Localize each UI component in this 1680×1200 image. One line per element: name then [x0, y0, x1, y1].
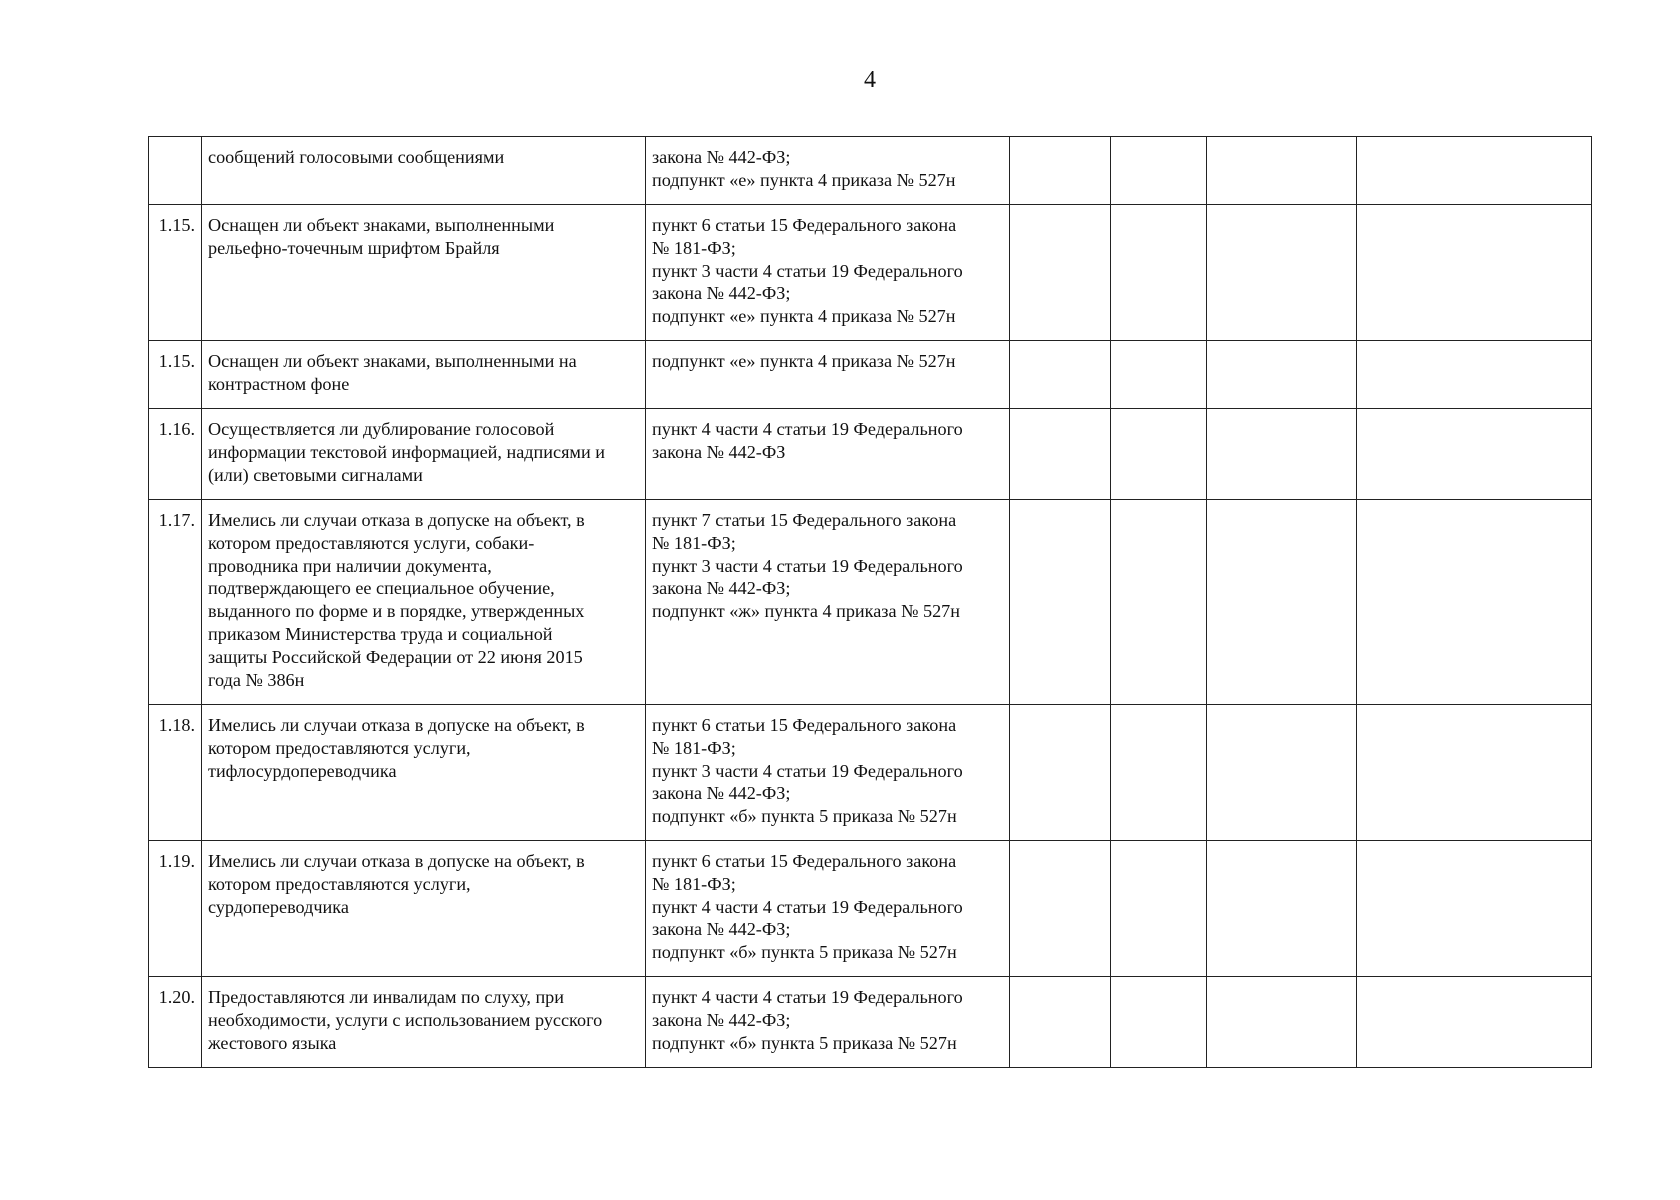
notes-cell — [1357, 137, 1592, 205]
legal-basis-line: закона № 442-ФЗ; — [652, 919, 791, 940]
not-applicable-cell — [1207, 977, 1357, 1068]
legal-basis-line: № 181-ФЗ; — [652, 873, 736, 894]
legal-basis-cell — [646, 205, 1010, 341]
legal-basis-cell — [646, 841, 1010, 977]
legal-basis-line: пункт 6 статьи 15 Федерального закона — [652, 715, 957, 735]
answer-no-cell — [1111, 977, 1207, 1068]
question-text-line: необходимости, услуги с использованием русского — [208, 1009, 603, 1030]
notes-cell — [1357, 977, 1592, 1068]
question-text-line: приказом Министерства труда и социальной — [208, 623, 553, 644]
question-text-line: Предоставляются ли инвалидам по слуху, при — [208, 987, 565, 1007]
legal-basis-line: пункт 6 статьи 15 Федерального закона — [652, 851, 957, 871]
legal-basis-cell — [646, 500, 1010, 705]
legal-basis-line: пункт 6 статьи 15 Федерального закона — [652, 215, 957, 235]
legal-basis-line: подпункт «б» пункта 5 приказа № 527н — [652, 806, 957, 827]
table-row — [149, 500, 1592, 705]
not-applicable-cell — [1207, 137, 1357, 205]
legal-basis-cell — [646, 137, 1010, 205]
question-text-line: Имелись ли случаи отказа в допуске на объект, в — [208, 715, 585, 735]
item-number: 1.20. — [149, 977, 202, 1068]
answer-yes-cell — [1010, 705, 1111, 841]
question-text-line: (или) световыми сигналами — [208, 464, 423, 485]
item-number: 1.19. — [149, 841, 202, 977]
legal-basis-line: подпункт «е» пункта 4 приказа № 527н — [652, 169, 956, 190]
answer-yes-cell — [1010, 500, 1111, 705]
question-text-line: выданного по форме и в порядке, утвержденных — [208, 601, 585, 622]
question-text-line: контрастном фоне — [208, 373, 350, 394]
legal-basis-line: закона № 442-ФЗ; — [652, 1009, 791, 1030]
question-cell — [202, 977, 646, 1068]
legal-basis-line: подпункт «е» пункта 4 приказа № 527н — [652, 351, 956, 371]
legal-basis-line: подпункт «ж» пункта 4 приказа № 527н — [652, 601, 961, 622]
legal-basis-line: пункт 3 части 4 статьи 19 Федерального — [652, 760, 963, 781]
table-row — [149, 137, 1592, 205]
notes-cell — [1357, 841, 1592, 977]
table-row — [149, 841, 1592, 977]
table-row — [149, 977, 1592, 1068]
question-text-line: Осуществляется ли дублирование голосовой — [208, 419, 555, 439]
legal-basis-line: пункт 4 части 4 статьи 19 Федерального — [652, 896, 963, 917]
table-body — [149, 137, 1592, 1068]
answer-no-cell — [1111, 500, 1207, 705]
answer-yes-cell — [1010, 841, 1111, 977]
not-applicable-cell — [1207, 500, 1357, 705]
question-text-line: года № 386н — [208, 669, 305, 690]
question-text-line: Имелись ли случаи отказа в допуске на объект, в — [208, 510, 585, 530]
question-text-line: сурдопереводчика — [208, 896, 349, 917]
item-number: 1.16. — [149, 409, 202, 500]
answer-yes-cell — [1010, 205, 1111, 341]
legal-basis-line: подпункт «б» пункта 5 приказа № 527н — [652, 942, 957, 963]
question-text-line: сообщений голосовыми сообщениями — [208, 147, 505, 167]
question-text-line: подтверждающего ее специальное обучение, — [208, 578, 555, 599]
legal-basis-line: закона № 442-ФЗ; — [652, 783, 791, 804]
item-number — [149, 137, 202, 205]
question-text-line: Имелись ли случаи отказа в допуске на объект, в — [208, 851, 585, 871]
question-text-line: тифлосурдопереводчика — [208, 760, 397, 781]
legal-basis-cell — [646, 409, 1010, 500]
legal-basis-line: закона № 442-ФЗ; — [652, 147, 791, 167]
question-cell — [202, 705, 646, 841]
item-number: 1.15. — [149, 205, 202, 341]
table-row — [149, 205, 1592, 341]
question-text-line: котором предоставляются услуги, — [208, 873, 471, 894]
legal-basis-line: подпункт «е» пункта 4 приказа № 527н — [652, 306, 956, 327]
question-text-line: проводника при наличии документа, — [208, 555, 492, 576]
question-cell — [202, 341, 646, 409]
question-text-line: информации текстовой информацией, надписями и — [208, 441, 605, 462]
table-row — [149, 409, 1592, 500]
question-cell — [202, 500, 646, 705]
question-text-line: Оснащен ли объект знаками, выполненными — [208, 215, 555, 235]
question-text-line: защиты Российской Федерации от 22 июня 2015 — [208, 646, 583, 667]
answer-no-cell — [1111, 705, 1207, 841]
answer-no-cell — [1111, 205, 1207, 341]
answer-yes-cell — [1010, 977, 1111, 1068]
answer-no-cell — [1111, 841, 1207, 977]
item-number: 1.18. — [149, 705, 202, 841]
legal-basis-line: пункт 7 статьи 15 Федерального закона — [652, 510, 957, 530]
legal-basis-line: закона № 442-ФЗ; — [652, 578, 791, 599]
legal-basis-cell — [646, 977, 1010, 1068]
legal-basis-line: пункт 3 части 4 статьи 19 Федерального — [652, 555, 963, 576]
question-text-line: жестового языка — [208, 1032, 337, 1053]
notes-cell — [1357, 500, 1592, 705]
item-number: 1.15. — [149, 341, 202, 409]
question-text-line: котором предоставляются услуги, — [208, 737, 471, 758]
notes-cell — [1357, 341, 1592, 409]
answer-yes-cell — [1010, 341, 1111, 409]
not-applicable-cell — [1207, 409, 1357, 500]
answer-no-cell — [1111, 409, 1207, 500]
not-applicable-cell — [1207, 341, 1357, 409]
not-applicable-cell — [1207, 841, 1357, 977]
legal-basis-line: подпункт «б» пункта 5 приказа № 527н — [652, 1032, 957, 1053]
legal-basis-line: пункт 3 части 4 статьи 19 Федерального — [652, 260, 963, 281]
question-text-line: Оснащен ли объект знаками, выполненными на — [208, 351, 577, 371]
answer-no-cell — [1111, 341, 1207, 409]
legal-basis-line: закона № 442-ФЗ; — [652, 283, 791, 304]
question-cell — [202, 205, 646, 341]
page-number: 4 — [864, 67, 876, 93]
legal-basis-line: закона № 442-ФЗ — [652, 441, 786, 462]
legal-basis-line: № 181-ФЗ; — [652, 532, 736, 553]
notes-cell — [1357, 409, 1592, 500]
answer-yes-cell — [1010, 137, 1111, 205]
notes-cell — [1357, 705, 1592, 841]
question-cell — [202, 841, 646, 977]
item-number: 1.17. — [149, 500, 202, 705]
question-text-line: котором предоставляются услуги, собаки- — [208, 532, 535, 553]
answer-no-cell — [1111, 137, 1207, 205]
legal-basis-line: № 181-ФЗ; — [652, 237, 736, 258]
legal-basis-line: № 181-ФЗ; — [652, 737, 736, 758]
legal-basis-cell — [646, 705, 1010, 841]
not-applicable-cell — [1207, 705, 1357, 841]
question-cell — [202, 409, 646, 500]
question-text-line: рельефно-точечным шрифтом Брайля — [208, 237, 500, 258]
legal-basis-cell — [646, 341, 1010, 409]
legal-basis-line: пункт 4 части 4 статьи 19 Федерального — [652, 419, 963, 439]
table-row — [149, 705, 1592, 841]
table-row — [149, 341, 1592, 409]
notes-cell — [1357, 205, 1592, 341]
checklist-table — [148, 136, 1592, 1068]
answer-yes-cell — [1010, 409, 1111, 500]
legal-basis-line: пункт 4 части 4 статьи 19 Федерального — [652, 987, 963, 1007]
question-cell — [202, 137, 646, 205]
not-applicable-cell — [1207, 205, 1357, 341]
